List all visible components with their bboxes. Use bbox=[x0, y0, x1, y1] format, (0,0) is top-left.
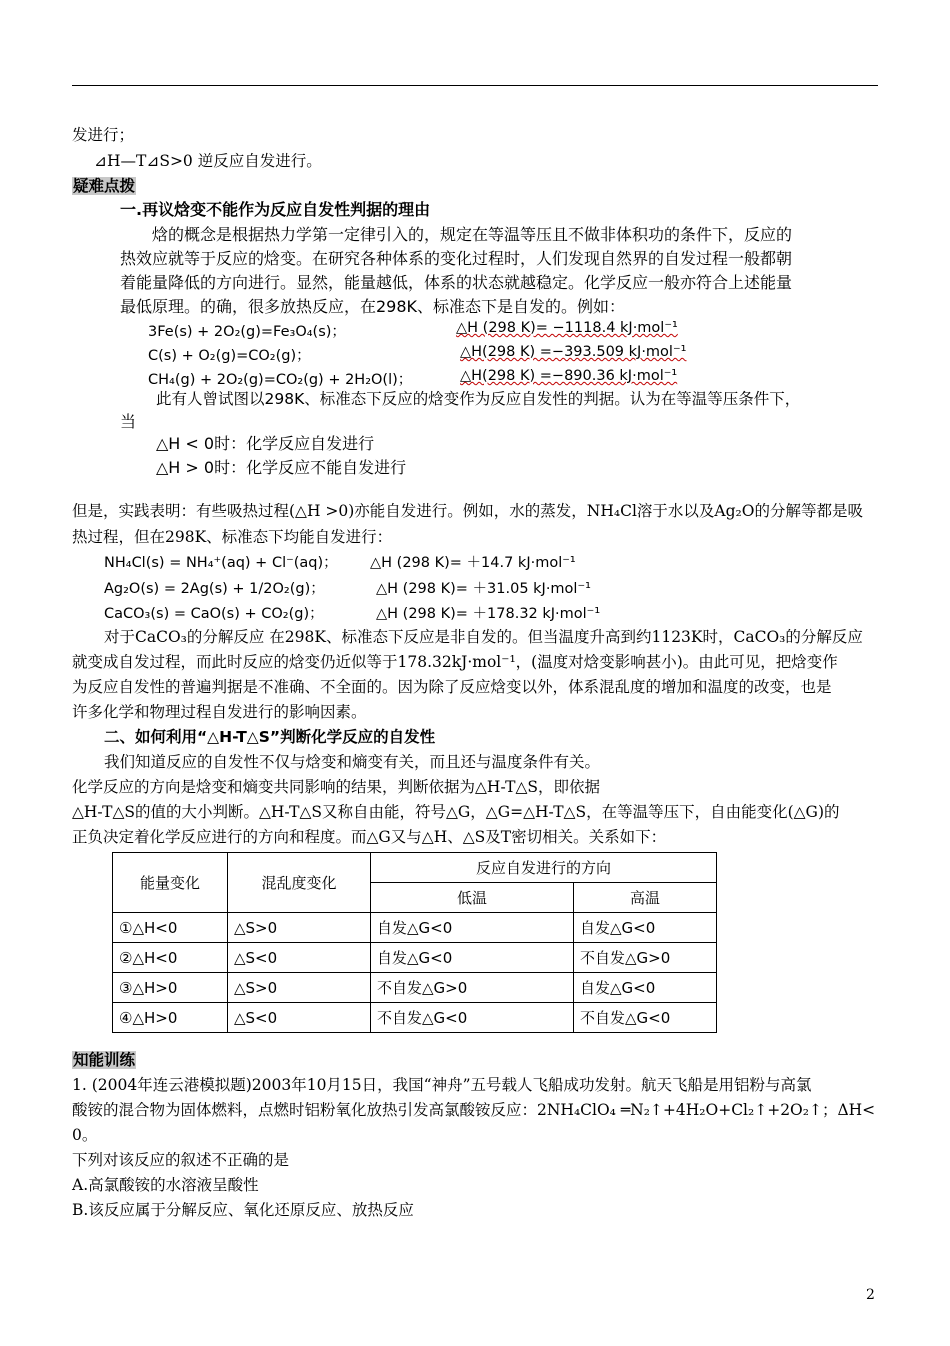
intro-line-2: ⊿H—T⊿S>0 逆反应自发进行。 bbox=[94, 152, 322, 170]
paragraph-line: 着能量降低的方向进行。显然，能量越低，体系的状态就越稳定。化学反应一般亦符合上述能量 bbox=[120, 273, 793, 292]
paragraph-line: 焓的概念是根据热力学第一定律引入的，规定在等温等压且不做非体积功的条件下，反应的 bbox=[152, 225, 793, 244]
table-row bbox=[113, 943, 717, 973]
paragraph-line: 热过程，但在298K、标准态下均能自发进行： bbox=[72, 528, 393, 546]
table-cell: 自发△G<0 bbox=[574, 973, 717, 1003]
table-header-energy: 能量变化 bbox=[113, 853, 228, 913]
intro-line-1: 发进行； bbox=[72, 126, 135, 144]
table-cell: △S>0 bbox=[228, 913, 371, 943]
paragraph-line: 热效应就等于反应的焓变。在研究各种体系的变化过程时，人们发现自然界的自发过程一般都朝 bbox=[120, 249, 793, 268]
table-cell: 自发△G<0 bbox=[371, 913, 574, 943]
reaction-equation: NH₄Cl(s) = NH₄⁺(aq) + Cl⁻(aq)； bbox=[104, 555, 338, 571]
table-cell: 自发△G<0 bbox=[371, 943, 574, 973]
header-rule bbox=[72, 85, 878, 86]
option-a: A.高氯酸铵的水溶液呈酸性 bbox=[72, 1176, 259, 1194]
table-header-high-temp: 高温 bbox=[574, 883, 717, 913]
criterion-endothermic: △H > 0时：化学反应不能自发进行 bbox=[156, 458, 407, 477]
paragraph-line: 最低原理。的确，很多放热反应，在298K、标准态下是自发的。例如： bbox=[120, 297, 626, 316]
table-cell: 不自发△G<0 bbox=[574, 1003, 717, 1033]
option-b: B.该反应属于分解反应、氧化还原反应、放热反应 bbox=[72, 1201, 414, 1219]
question-line: 0。 bbox=[72, 1126, 98, 1144]
page-number: 2 bbox=[866, 1287, 875, 1303]
reaction-equation: C(s) + O₂(g)=CO₂(g)； bbox=[148, 348, 311, 364]
reaction-equation: CaCO₃(s) = CaO(s) + CO₂(g)； bbox=[104, 606, 324, 622]
reaction-enthalpy: △H (298 K)= ＋31.05 kJ·mol⁻¹ bbox=[376, 581, 591, 597]
reaction-enthalpy: △H(298 K) =−393.509 kJ·mol⁻¹ bbox=[460, 344, 687, 360]
table-cell: ②△H<0 bbox=[113, 943, 228, 973]
table-header-direction: 反应自发进行的方向 bbox=[371, 853, 717, 883]
paragraph-line: 正负决定着化学反应进行的方向和程度。而△G又与△H、△S及T密切相关。关系如下： bbox=[72, 828, 667, 846]
paragraph-line: 许多化学和物理过程自发进行的影响因素。 bbox=[72, 703, 367, 721]
question-line: 下列对该反应的叙述不正确的是 bbox=[72, 1151, 290, 1169]
table-header-entropy: 混乱度变化 bbox=[228, 853, 371, 913]
paragraph-line: 我们知道反应的自发性不仅与焓变和熵变有关，而且还与温度条件有关。 bbox=[104, 753, 601, 771]
question-line: 酸铵的混合物为固体燃料，点燃时铝粉氧化放热引发高氯酸铵反应：2NH₄ClO₄ ═N₂↑+4H₂O+Cl₂↑+2O₂↑；ΔH< bbox=[72, 1101, 876, 1119]
table-row bbox=[113, 913, 717, 943]
table-row bbox=[113, 973, 717, 1003]
paragraph-line: 当 bbox=[120, 412, 137, 431]
spontaneity-table bbox=[112, 852, 717, 1033]
table-cell: ③△H>0 bbox=[113, 973, 228, 1003]
table-cell: △S>0 bbox=[228, 973, 371, 1003]
paragraph-line: 但是，实践表明：有些吸热过程(△H >0)亦能自发进行。例如，水的蒸发，NH₄Cl溶于水以及Ag₂O的分解等都是吸 bbox=[72, 502, 863, 520]
table-cell: 不自发△G>0 bbox=[574, 943, 717, 973]
reaction-enthalpy: △H(298 K) =−890.36 kJ·mol⁻¹ bbox=[460, 368, 678, 384]
reaction-enthalpy: △H (298 K)= −1118.4 kJ·mol⁻¹ bbox=[456, 320, 678, 336]
paragraph-line: 此有人曾试图以298K、标准态下反应的焓变作为反应自发性的判据。认为在等温等压条件下， bbox=[156, 390, 801, 408]
reaction-equation: Ag₂O(s) = 2Ag(s) + 1/2O₂(g)； bbox=[104, 581, 325, 597]
table-cell: ①△H<0 bbox=[113, 913, 228, 943]
paragraph-line: △H-T△S的值的大小判断。△H-T△S又称自由能，符号△G，△G=△H-T△S，在等温等压下，自由能变化(△G)的 bbox=[72, 803, 840, 821]
table-cell: 自发△G<0 bbox=[574, 913, 717, 943]
reaction-enthalpy: △H (298 K)= ＋14.7 kJ·mol⁻¹ bbox=[370, 555, 576, 571]
table-cell: ④△H>0 bbox=[113, 1003, 228, 1033]
criterion-exothermic: △H < 0时：化学反应自发进行 bbox=[156, 434, 375, 453]
table-header-low-temp: 低温 bbox=[371, 883, 574, 913]
table-cell: △S<0 bbox=[228, 1003, 371, 1033]
table-cell: 不自发△G<0 bbox=[371, 1003, 574, 1033]
table-cell: 不自发△G>0 bbox=[371, 973, 574, 1003]
table-row bbox=[113, 1003, 717, 1033]
reaction-equation: CH₄(g) + 2O₂(g)=CO₂(g) + 2H₂O(l)； bbox=[148, 372, 413, 388]
reaction-enthalpy: △H (298 K)= ＋178.32 kJ·mol⁻¹ bbox=[376, 606, 601, 622]
section-badge-difficult-points: 疑难点拨 bbox=[73, 177, 136, 195]
paragraph-line: 化学反应的方向是焓变和熵变共同影响的结果，判断依据为△H-T△S，即依据 bbox=[72, 778, 601, 796]
section-badge-practice: 知能训练 bbox=[73, 1051, 136, 1069]
question-line: 1. (2004年连云港模拟题)2003年10月15日，我国“神舟”五号载人飞船成功发射。航天飞船是用铝粉与高氯 bbox=[72, 1076, 812, 1094]
paragraph-line: 就变成自发过程，而此时反应的焓变仍近似等于178.32kJ·mol⁻¹，(温度对焓变影响甚小)。由此可见，把焓变作 bbox=[72, 653, 838, 671]
reaction-equation: 3Fe(s) + 2O₂(g)=Fe₃O₄(s)； bbox=[148, 324, 346, 340]
table-cell: △S<0 bbox=[228, 943, 371, 973]
paragraph-line: 为反应自发性的普遍判据是不准确、不全面的。因为除了反应焓变以外，体系混乱度的增加和温度的改变，也是 bbox=[72, 678, 832, 696]
heading-gibbs-criterion: 二、如何利用“△H-T△S”判断化学反应的自发性 bbox=[104, 728, 436, 746]
heading-enthalpy-not-criterion: 一.再议焓变不能作为反应自发性判据的理由 bbox=[120, 200, 431, 219]
paragraph-line: 对于CaCO₃的分解反应 在298K、标准态下反应是非自发的。但当温度升高到约1123K时，CaCO₃的分解反应 bbox=[104, 628, 863, 646]
